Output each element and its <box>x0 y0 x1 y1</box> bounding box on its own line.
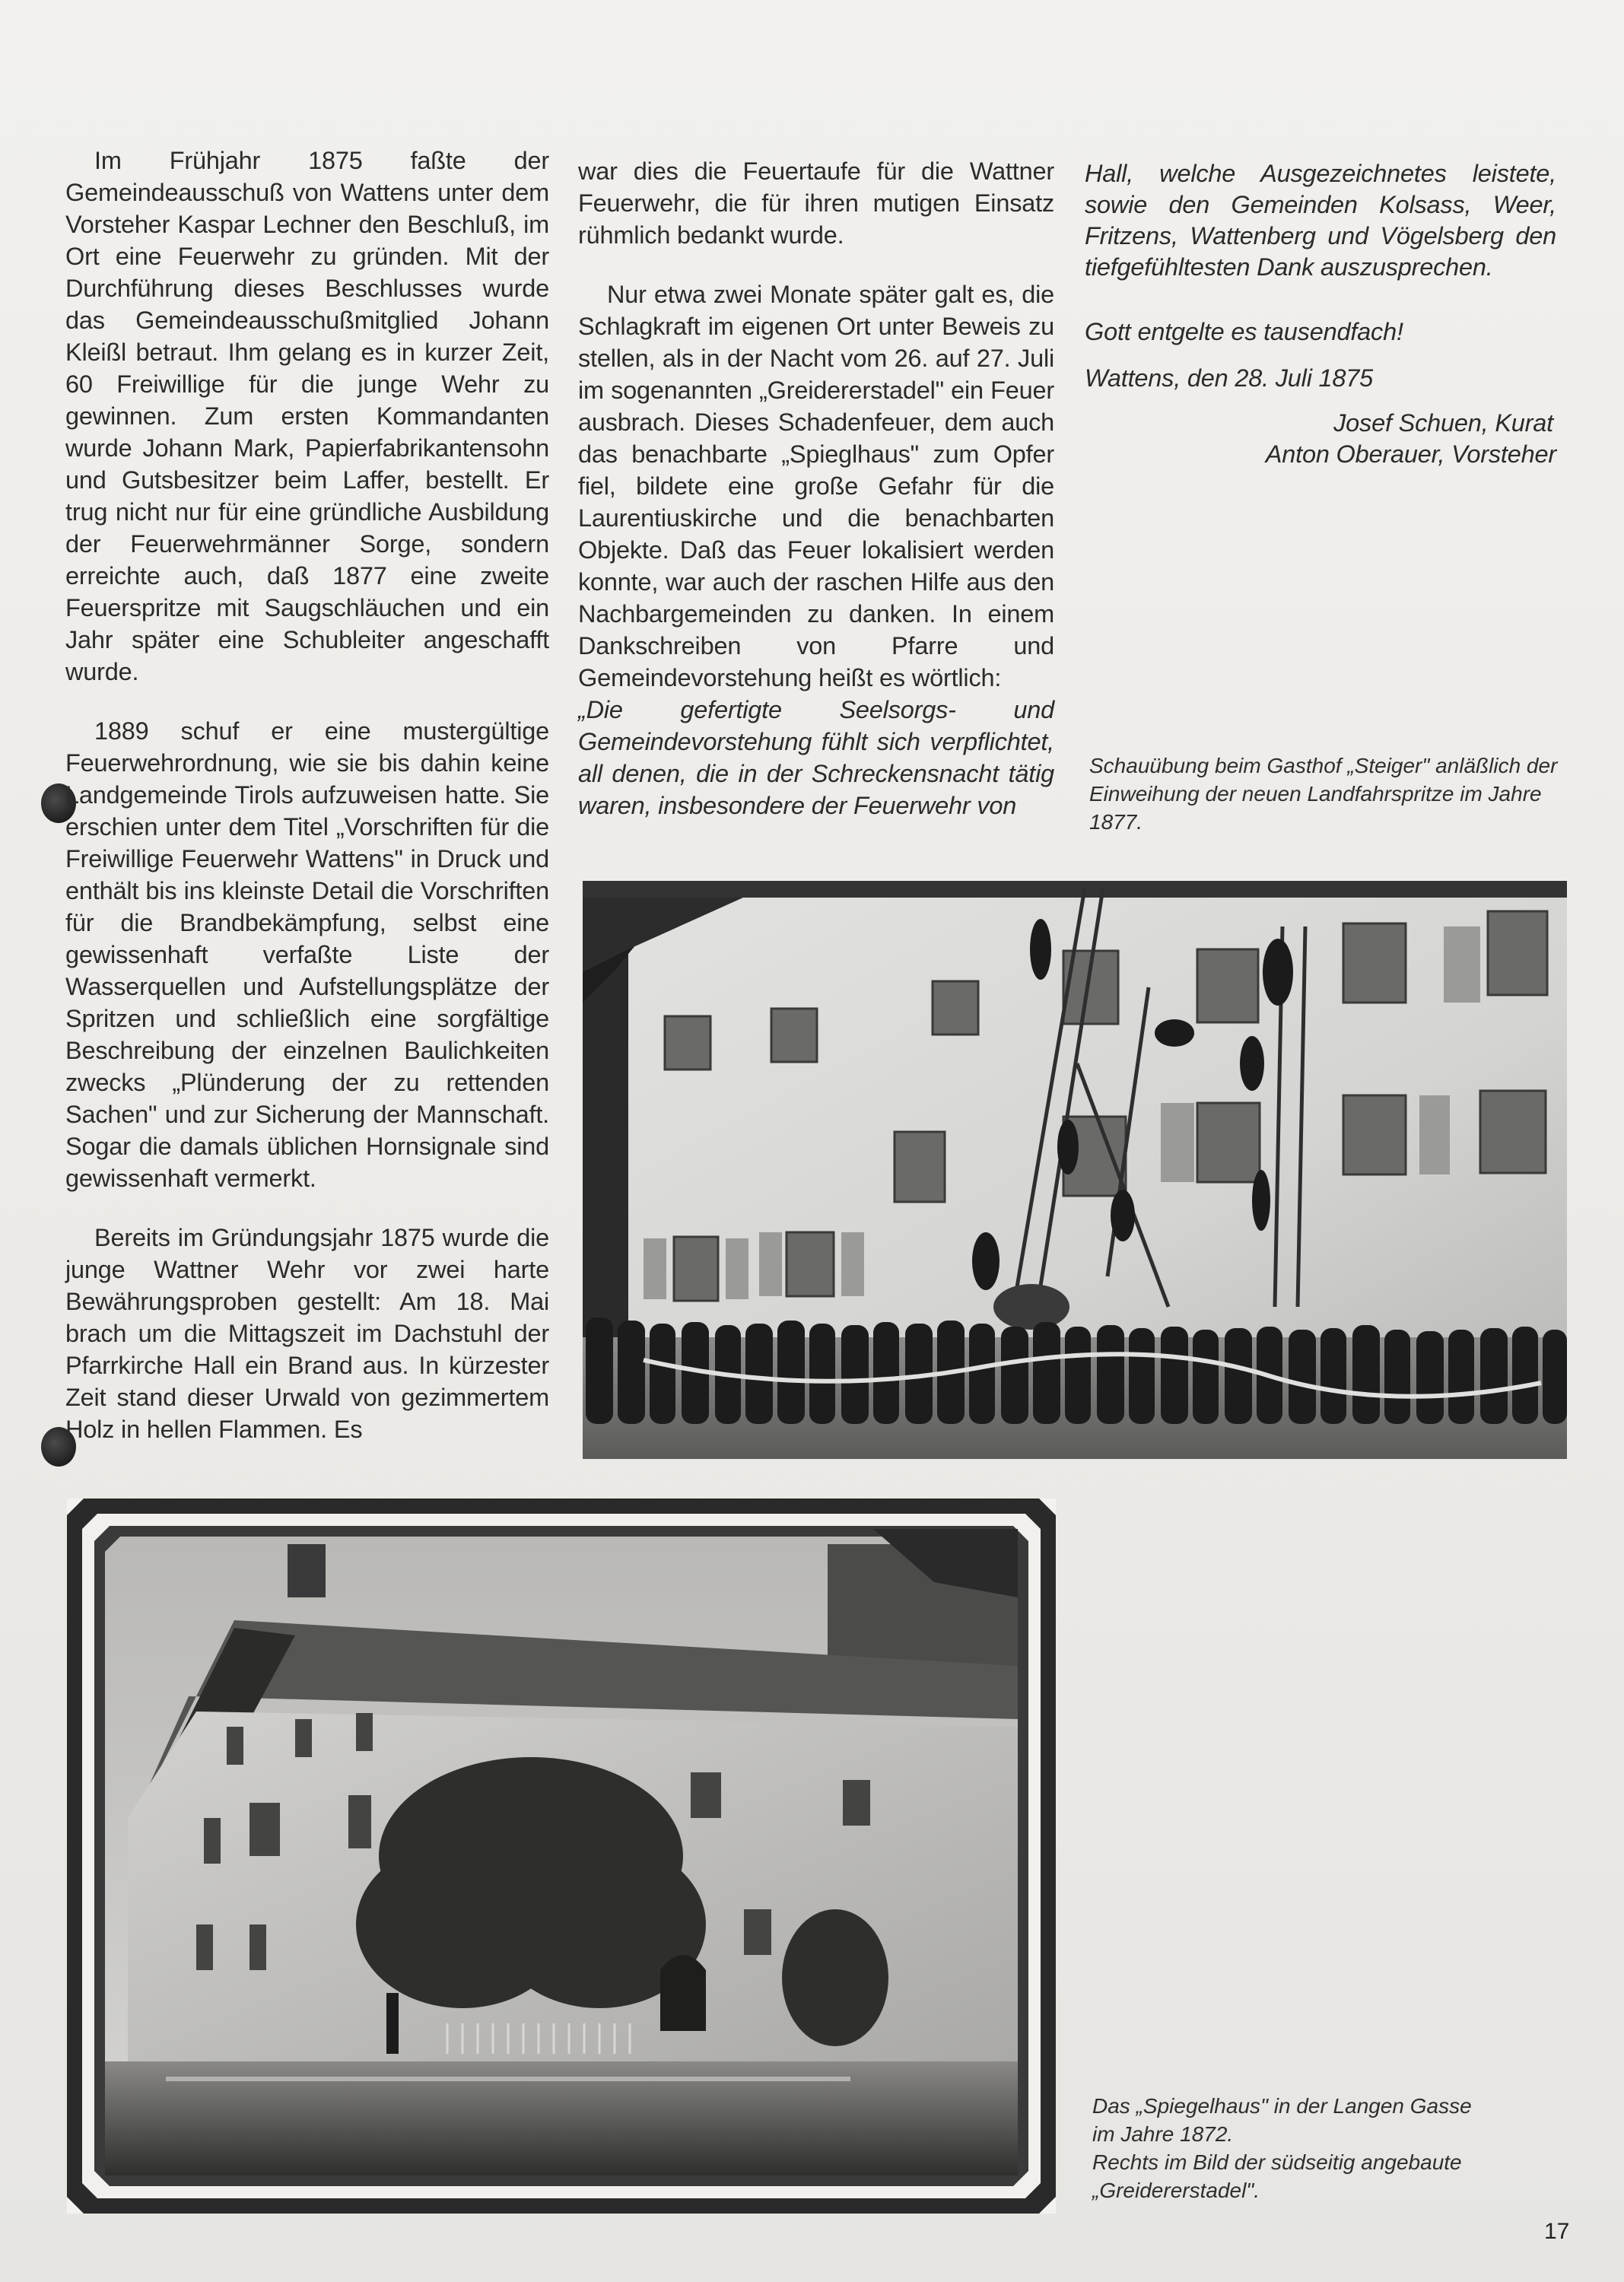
text-column-3 <box>1085 158 1556 470</box>
photo-caption <box>1092 2092 1587 2204</box>
quote-paragraph: Hall, welche Ausgezeichnetes leistete, sowie den Gemeinden Kolsass, Weer, Fritzens, Wattenberg und Vögelsberg den tiefgefühltesten Dank auszusprechen. <box>1085 160 1556 281</box>
fire-drill-photo <box>583 881 1567 1459</box>
caption-line: Rechts im Bild der südseitig angebaute <box>1092 2150 1462 2174</box>
caption-line: Das „Spiegelhaus" in der Langen Gasse <box>1092 2094 1472 2118</box>
fire-drill-illustration <box>583 881 1567 1459</box>
quote-paragraph: „Die gefertigte Seelsorgs- und Gemeindevorstehung fühlt sich verpflichtet, all denen, die in der Schreckensnacht tätig waren, insbesondere der Feuerwehr von <box>578 696 1054 819</box>
paragraph: Im Frühjahr 1875 faßte der Gemeindeausschuß von Wattens unter dem Vorsteher Kaspar Lechner den Beschluß, im Ort eine Feuerwehr zu gründen. Mit der Durchführung dieses Beschlusses wurde das Gemeindeausschußmitglied Johann Kleißl betraut. Ihm gelang es in kurzer Zeit, 60 Freiwillige für die junge Wehr zu gewinnen. Zum ersten Kommandanten wurde Johann Mark, Papierfabrikantensohn und Gutsbesitzer beim Laffer, bestellt. Er trug nicht nur für eine gründliche Ausbildung der Feuerwehrmänner Sorge, sondern erreichte auch, daß 1877 eine zweite Feuerspritze mit Saugschläuchen und ein Jahr später eine Schubleiter angeschafft wurde. <box>65 147 549 685</box>
paragraph: war dies die Feuertaufe für die Wattner Feuerwehr, die für ihren mutigen Einsatz rühmlich bedankt wurde. <box>578 157 1054 249</box>
quote-date: Wattens, den 28. Juli 1875 <box>1085 364 1374 392</box>
signature-line: Josef Schuen, Kurat <box>1333 409 1553 437</box>
text-column-1 <box>65 145 549 1473</box>
paragraph: Bereits im Gründungsjahr 1875 wurde die junge Wattner Wehr vor zwei harte Bewährungsproben gestellt: Am 18. Mai brach um die Mittagszeit im Dachstuhl der Pfarrkirche Hall ein Brand aus. In kürzester Zeit stand dieser Urwald von gezimmertem Holz in hellen Flammen. Es <box>65 1224 549 1443</box>
caption-line: „Greidererstadel". <box>1092 2179 1260 2202</box>
paragraph: 1889 schuf er eine mustergültige Feuerwehrordnung, wie sie bis dahin keine Landgemeinde Tirols aufzuweisen hatte. Sie erschien unter dem Titel „Vorschriften für die Freiwillige Feuerwehr Wattens" in Druck und enthält bis ins kleinste Detail die Vorschriften für die Brandbekämpfung, selbst eine gewissenhaft verfaßte Liste der Wasserquellen und Aufstellungsplätze der Spritzen und schließlich eine sorgfältige Beschreibung der einzelnen Baulichkeiten zwecks „Plünderung der zu rettenden Sachen" und zur Sicherung der Mannschaft. Sogar die damals üblichen Hornsignale sind gewissenhaft vermerkt. <box>65 717 549 1192</box>
photo-caption: Schauübung beim Gasthof „Steiger" anläßlich der Einweihung der neuen Landfahrspritze im Jahre 1877. <box>1089 754 1558 834</box>
paragraph: Nur etwa zwei Monate später galt es, die Schlagkraft im eigenen Ort unter Beweis zu stellen, als in der Nacht vom 26. auf 27. Juli im sogenannten „Greidererstadel" ein Feuer ausbrach. Dieses Schadenfeuer, dem auch das benachbarte „Spieglhaus" zum Opfer fiel, bildete eine große Gefahr für die Laurentiuskirche und die benachbarten Objekte. Daß das Feuer lokalisiert werden konnte, war auch der raschen Hilfe aus den Nachbargemeinden zu danken. In einem Dankschreiben von Pfarre und Gemeindevorstehung heißt es wörtlich: <box>578 281 1054 691</box>
text-column-2 <box>578 155 1054 849</box>
signature-line: Anton Oberauer, Vorsteher <box>1265 440 1556 468</box>
caption-line: im Jahre 1872. <box>1092 2122 1234 2146</box>
spiegelhaus-illustration <box>67 1499 1056 2214</box>
quote-paragraph: Gott entgelte es tausendfach! <box>1085 318 1403 345</box>
page-number: 17 <box>1544 2219 1570 2244</box>
spiegelhaus-photo <box>67 1499 1056 2214</box>
